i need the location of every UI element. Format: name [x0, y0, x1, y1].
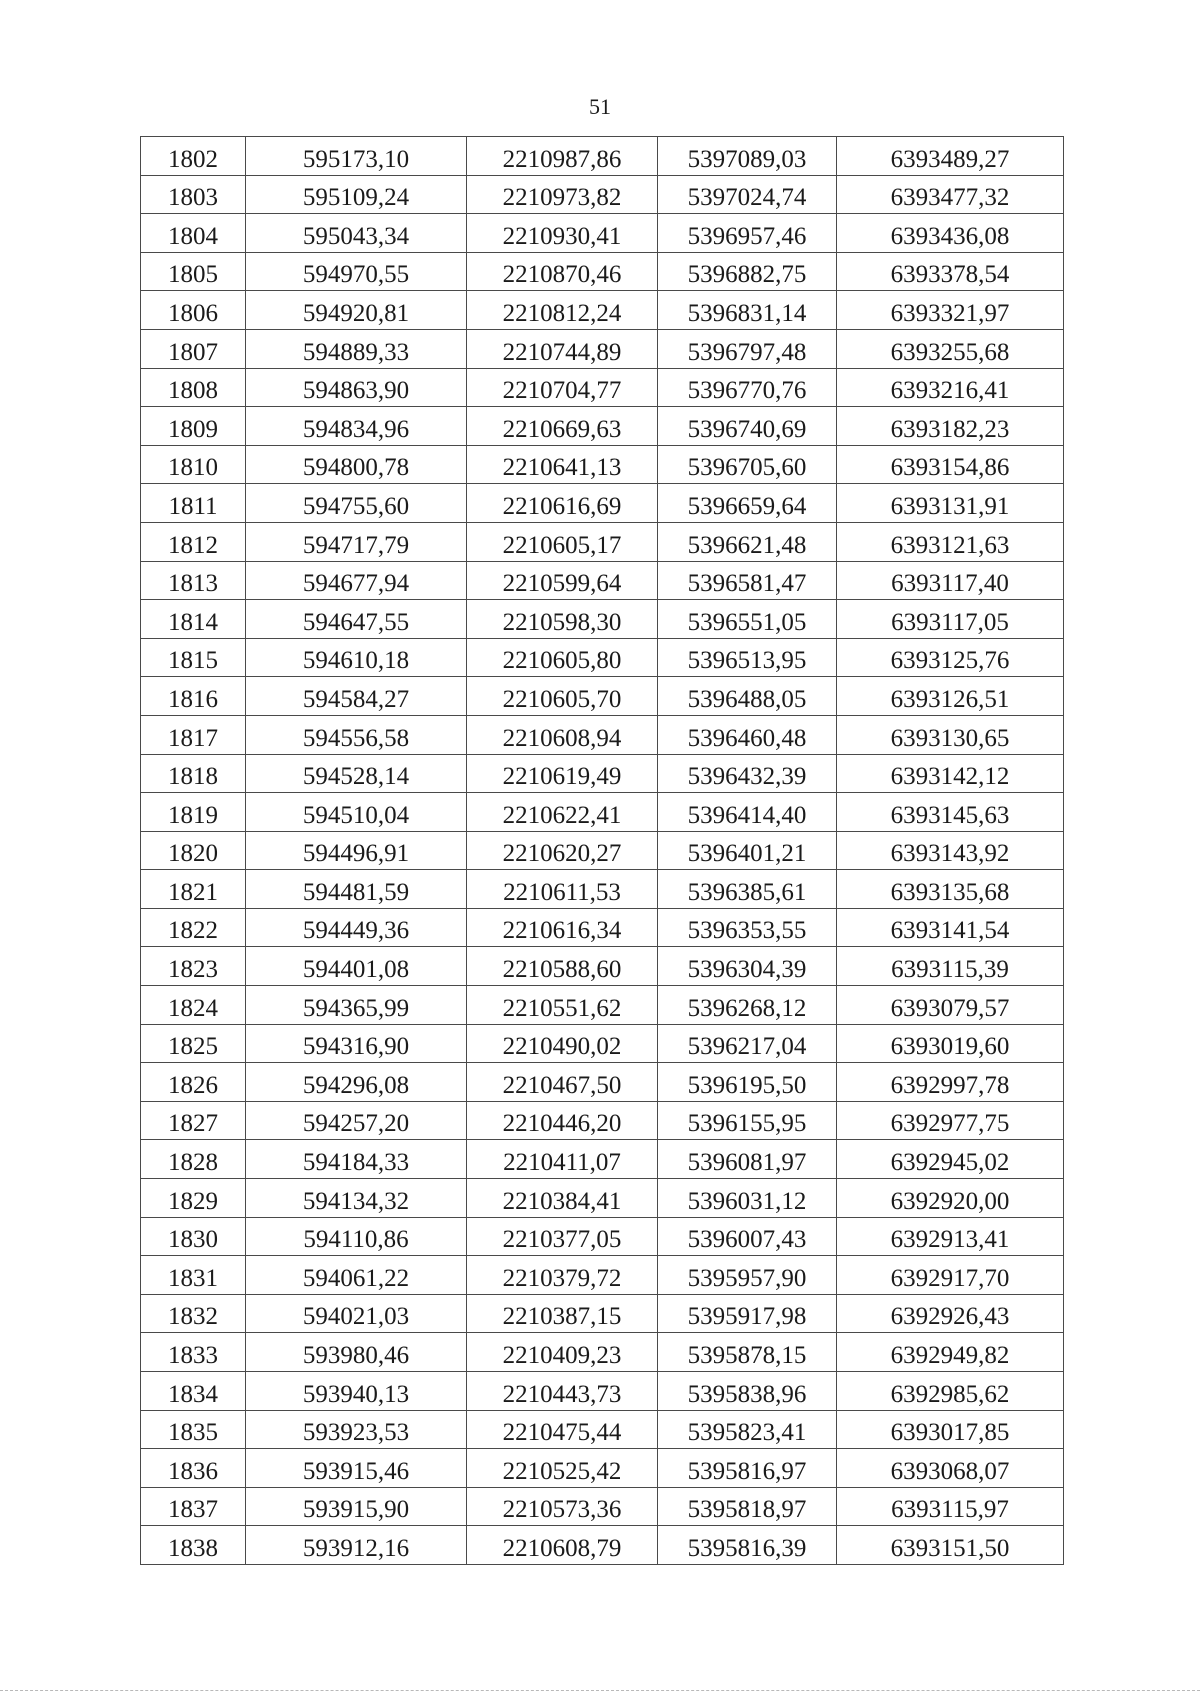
coord-b-cell: 2210525,42: [467, 1449, 658, 1488]
coord-d-cell: 6393068,07: [837, 1449, 1064, 1488]
point-number-cell: 1837: [141, 1487, 246, 1526]
point-number-cell: 1802: [141, 137, 246, 176]
coord-a-cell: 594481,59: [246, 870, 467, 909]
coord-b-cell: 2210987,86: [467, 137, 658, 176]
coord-a-cell: 594110,86: [246, 1217, 467, 1256]
coord-c-cell: 5396155,95: [658, 1101, 837, 1140]
coord-d-cell: 6393143,92: [837, 831, 1064, 870]
coord-d-cell: 6393019,60: [837, 1024, 1064, 1063]
coord-d-cell: 6393131,91: [837, 484, 1064, 523]
coord-d-cell: 6393321,97: [837, 291, 1064, 330]
point-number-cell: 1822: [141, 908, 246, 947]
point-number-cell: 1813: [141, 561, 246, 600]
coord-d-cell: 6393125,76: [837, 638, 1064, 677]
table-row: [141, 522, 1064, 561]
table-row: [141, 754, 1064, 793]
coord-a-cell: 594755,60: [246, 484, 467, 523]
coord-c-cell: 5395878,15: [658, 1333, 837, 1372]
coord-a-cell: 594717,79: [246, 522, 467, 561]
coord-a-cell: 594134,32: [246, 1179, 467, 1218]
point-number-cell: 1820: [141, 831, 246, 870]
table-row: [141, 715, 1064, 754]
coord-c-cell: 5396081,97: [658, 1140, 837, 1179]
table-row: [141, 1487, 1064, 1526]
coord-b-cell: 2210409,23: [467, 1333, 658, 1372]
coord-c-cell: 5396659,64: [658, 484, 837, 523]
coord-c-cell: 5397024,74: [658, 175, 837, 214]
table-row: [141, 1063, 1064, 1102]
coord-d-cell: 6392985,62: [837, 1372, 1064, 1411]
coord-c-cell: 5396401,21: [658, 831, 837, 870]
coord-a-cell: 594863,90: [246, 368, 467, 407]
coord-b-cell: 2210608,94: [467, 715, 658, 754]
coord-d-cell: 6393017,85: [837, 1410, 1064, 1449]
table-row: [141, 1140, 1064, 1179]
table-row: [141, 1217, 1064, 1256]
coord-d-cell: 6393145,63: [837, 793, 1064, 832]
table-row: [141, 137, 1064, 176]
table-row: [141, 329, 1064, 368]
point-number-cell: 1804: [141, 214, 246, 253]
point-number-cell: 1819: [141, 793, 246, 832]
coord-d-cell: 6392926,43: [837, 1294, 1064, 1333]
point-number-cell: 1821: [141, 870, 246, 909]
coord-b-cell: 2210411,07: [467, 1140, 658, 1179]
point-number-cell: 1836: [141, 1449, 246, 1488]
coord-b-cell: 2210608,79: [467, 1526, 658, 1565]
coord-b-cell: 2210622,41: [467, 793, 658, 832]
coord-c-cell: 5395818,97: [658, 1487, 837, 1526]
point-number-cell: 1803: [141, 175, 246, 214]
coord-a-cell: 593980,46: [246, 1333, 467, 1372]
point-number-cell: 1833: [141, 1333, 246, 1372]
coord-d-cell: 6393117,40: [837, 561, 1064, 600]
coord-b-cell: 2210744,89: [467, 329, 658, 368]
coord-b-cell: 2210443,73: [467, 1372, 658, 1411]
coord-c-cell: 5396460,48: [658, 715, 837, 754]
table-row: [141, 252, 1064, 291]
coord-c-cell: 5396414,40: [658, 793, 837, 832]
table-row: [141, 677, 1064, 716]
coord-c-cell: 5396551,05: [658, 600, 837, 639]
coord-a-cell: 594510,04: [246, 793, 467, 832]
coord-b-cell: 2210379,72: [467, 1256, 658, 1295]
point-number-cell: 1812: [141, 522, 246, 561]
point-number-cell: 1832: [141, 1294, 246, 1333]
coord-a-cell: 594528,14: [246, 754, 467, 793]
coord-a-cell: 595173,10: [246, 137, 467, 176]
coord-c-cell: 5397089,03: [658, 137, 837, 176]
table-row: [141, 638, 1064, 677]
coord-a-cell: 595109,24: [246, 175, 467, 214]
table-row: [141, 1449, 1064, 1488]
table-row: [141, 291, 1064, 330]
point-number-cell: 1830: [141, 1217, 246, 1256]
coord-d-cell: 6393378,54: [837, 252, 1064, 291]
coord-c-cell: 5396705,60: [658, 445, 837, 484]
coord-d-cell: 6392917,70: [837, 1256, 1064, 1295]
coord-b-cell: 2210620,27: [467, 831, 658, 870]
coord-b-cell: 2210387,15: [467, 1294, 658, 1333]
point-number-cell: 1826: [141, 1063, 246, 1102]
coord-c-cell: 5396740,69: [658, 407, 837, 446]
coord-d-cell: 6393255,68: [837, 329, 1064, 368]
point-number-cell: 1838: [141, 1526, 246, 1565]
coord-b-cell: 2210588,60: [467, 947, 658, 986]
table-row: [141, 484, 1064, 523]
coord-b-cell: 2210446,20: [467, 1101, 658, 1140]
coord-c-cell: 5396770,76: [658, 368, 837, 407]
coord-c-cell: 5396385,61: [658, 870, 837, 909]
table-row: [141, 368, 1064, 407]
table-row: [141, 1333, 1064, 1372]
coord-a-cell: 594677,94: [246, 561, 467, 600]
coord-a-cell: 593915,46: [246, 1449, 467, 1488]
coord-a-cell: 594647,55: [246, 600, 467, 639]
coord-d-cell: 6393135,68: [837, 870, 1064, 909]
coord-a-cell: 593915,90: [246, 1487, 467, 1526]
coord-d-cell: 6392977,75: [837, 1101, 1064, 1140]
table-row: [141, 1372, 1064, 1411]
coord-b-cell: 2210573,36: [467, 1487, 658, 1526]
coord-a-cell: 594449,36: [246, 908, 467, 947]
coord-c-cell: 5395816,39: [658, 1526, 837, 1565]
coord-b-cell: 2210598,30: [467, 600, 658, 639]
coord-a-cell: 594296,08: [246, 1063, 467, 1102]
table-row: [141, 1101, 1064, 1140]
coord-a-cell: 594834,96: [246, 407, 467, 446]
coord-a-cell: 593923,53: [246, 1410, 467, 1449]
point-number-cell: 1828: [141, 1140, 246, 1179]
point-number-cell: 1823: [141, 947, 246, 986]
coord-c-cell: 5395816,97: [658, 1449, 837, 1488]
point-number-cell: 1817: [141, 715, 246, 754]
point-number-cell: 1806: [141, 291, 246, 330]
coord-b-cell: 2210973,82: [467, 175, 658, 214]
point-number-cell: 1816: [141, 677, 246, 716]
point-number-cell: 1834: [141, 1372, 246, 1411]
coord-a-cell: 594061,22: [246, 1256, 467, 1295]
page-number: 51: [589, 94, 611, 119]
coord-a-cell: 594021,03: [246, 1294, 467, 1333]
coord-c-cell: 5396007,43: [658, 1217, 837, 1256]
coord-c-cell: 5396031,12: [658, 1179, 837, 1218]
coord-b-cell: 2210930,41: [467, 214, 658, 253]
point-number-cell: 1814: [141, 600, 246, 639]
table-row: [141, 1256, 1064, 1295]
coord-d-cell: 6393182,23: [837, 407, 1064, 446]
coord-d-cell: 6393121,63: [837, 522, 1064, 561]
coord-b-cell: 2210812,24: [467, 291, 658, 330]
coord-d-cell: 6392997,78: [837, 1063, 1064, 1102]
coord-a-cell: 594800,78: [246, 445, 467, 484]
coord-a-cell: 593940,13: [246, 1372, 467, 1411]
point-number-cell: 1805: [141, 252, 246, 291]
coord-c-cell: 5396797,48: [658, 329, 837, 368]
coordinates-table-body: [141, 137, 1064, 1565]
coord-c-cell: 5396488,05: [658, 677, 837, 716]
coord-d-cell: 6393142,12: [837, 754, 1064, 793]
coord-a-cell: 594496,91: [246, 831, 467, 870]
coord-a-cell: 594316,90: [246, 1024, 467, 1063]
coord-d-cell: 6392949,82: [837, 1333, 1064, 1372]
coord-b-cell: 2210611,53: [467, 870, 658, 909]
table-row: [141, 561, 1064, 600]
table-row: [141, 175, 1064, 214]
coord-c-cell: 5396304,39: [658, 947, 837, 986]
coord-d-cell: 6393477,32: [837, 175, 1064, 214]
coord-b-cell: 2210551,62: [467, 986, 658, 1025]
coord-d-cell: 6393115,39: [837, 947, 1064, 986]
coord-b-cell: 2210467,50: [467, 1063, 658, 1102]
coord-c-cell: 5395917,98: [658, 1294, 837, 1333]
coord-d-cell: 6393115,97: [837, 1487, 1064, 1526]
coord-c-cell: 5396882,75: [658, 252, 837, 291]
coord-a-cell: 594257,20: [246, 1101, 467, 1140]
point-number-cell: 1825: [141, 1024, 246, 1063]
point-number-cell: 1815: [141, 638, 246, 677]
coord-b-cell: 2210616,34: [467, 908, 658, 947]
coord-b-cell: 2210475,44: [467, 1410, 658, 1449]
coord-d-cell: 6393079,57: [837, 986, 1064, 1025]
coord-b-cell: 2210605,80: [467, 638, 658, 677]
coord-b-cell: 2210384,41: [467, 1179, 658, 1218]
coord-d-cell: 6392920,00: [837, 1179, 1064, 1218]
coord-d-cell: 6392945,02: [837, 1140, 1064, 1179]
coord-a-cell: 594184,33: [246, 1140, 467, 1179]
coord-d-cell: 6392913,41: [837, 1217, 1064, 1256]
coord-c-cell: 5395957,90: [658, 1256, 837, 1295]
point-number-cell: 1808: [141, 368, 246, 407]
coord-a-cell: 594610,18: [246, 638, 467, 677]
coord-c-cell: 5395823,41: [658, 1410, 837, 1449]
coord-b-cell: 2210377,05: [467, 1217, 658, 1256]
coord-c-cell: 5395838,96: [658, 1372, 837, 1411]
point-number-cell: 1807: [141, 329, 246, 368]
table-row: [141, 407, 1064, 446]
coord-d-cell: 6393126,51: [837, 677, 1064, 716]
coord-d-cell: 6393130,65: [837, 715, 1064, 754]
coordinates-table: [140, 136, 1064, 1565]
coord-b-cell: 2210616,69: [467, 484, 658, 523]
coord-d-cell: 6393151,50: [837, 1526, 1064, 1565]
coord-d-cell: 6393154,86: [837, 445, 1064, 484]
table-row: [141, 445, 1064, 484]
point-number-cell: 1809: [141, 407, 246, 446]
coord-a-cell: 594401,08: [246, 947, 467, 986]
coord-d-cell: 6393436,08: [837, 214, 1064, 253]
coord-b-cell: 2210704,77: [467, 368, 658, 407]
table-row: [141, 1526, 1064, 1565]
coord-a-cell: 593912,16: [246, 1526, 467, 1565]
coord-b-cell: 2210490,02: [467, 1024, 658, 1063]
coord-c-cell: 5396195,50: [658, 1063, 837, 1102]
coord-b-cell: 2210619,49: [467, 754, 658, 793]
point-number-cell: 1818: [141, 754, 246, 793]
point-number-cell: 1835: [141, 1410, 246, 1449]
point-number-cell: 1829: [141, 1179, 246, 1218]
coord-b-cell: 2210605,17: [467, 522, 658, 561]
coord-a-cell: 594556,58: [246, 715, 467, 754]
table-row: [141, 1024, 1064, 1063]
table-row: [141, 1294, 1064, 1333]
coord-a-cell: 594889,33: [246, 329, 467, 368]
coord-d-cell: 6393117,05: [837, 600, 1064, 639]
coord-c-cell: 5396353,55: [658, 908, 837, 947]
coord-c-cell: 5396957,46: [658, 214, 837, 253]
coord-a-cell: 594584,27: [246, 677, 467, 716]
coord-c-cell: 5396621,48: [658, 522, 837, 561]
scan-edge-line: [0, 1690, 1200, 1692]
coord-d-cell: 6393489,27: [837, 137, 1064, 176]
coord-b-cell: 2210669,63: [467, 407, 658, 446]
coord-c-cell: 5396831,14: [658, 291, 837, 330]
coord-a-cell: 595043,34: [246, 214, 467, 253]
coord-a-cell: 594970,55: [246, 252, 467, 291]
point-number-cell: 1831: [141, 1256, 246, 1295]
table-row: [141, 908, 1064, 947]
table-row: [141, 831, 1064, 870]
coord-a-cell: 594365,99: [246, 986, 467, 1025]
coord-c-cell: 5396581,47: [658, 561, 837, 600]
table-row: [141, 986, 1064, 1025]
point-number-cell: 1827: [141, 1101, 246, 1140]
point-number-cell: 1811: [141, 484, 246, 523]
coord-b-cell: 2210641,13: [467, 445, 658, 484]
coord-b-cell: 2210599,64: [467, 561, 658, 600]
coord-a-cell: 594920,81: [246, 291, 467, 330]
coord-d-cell: 6393216,41: [837, 368, 1064, 407]
table-row: [141, 1179, 1064, 1218]
table-row: [141, 600, 1064, 639]
coord-b-cell: 2210870,46: [467, 252, 658, 291]
coord-b-cell: 2210605,70: [467, 677, 658, 716]
coord-d-cell: 6393141,54: [837, 908, 1064, 947]
table-row: [141, 947, 1064, 986]
table-row: [141, 1410, 1064, 1449]
table-row: [141, 793, 1064, 832]
point-number-cell: 1824: [141, 986, 246, 1025]
coord-c-cell: 5396513,95: [658, 638, 837, 677]
table-row: [141, 214, 1064, 253]
table-row: [141, 870, 1064, 909]
coord-c-cell: 5396268,12: [658, 986, 837, 1025]
coord-c-cell: 5396432,39: [658, 754, 837, 793]
coord-c-cell: 5396217,04: [658, 1024, 837, 1063]
point-number-cell: 1810: [141, 445, 246, 484]
